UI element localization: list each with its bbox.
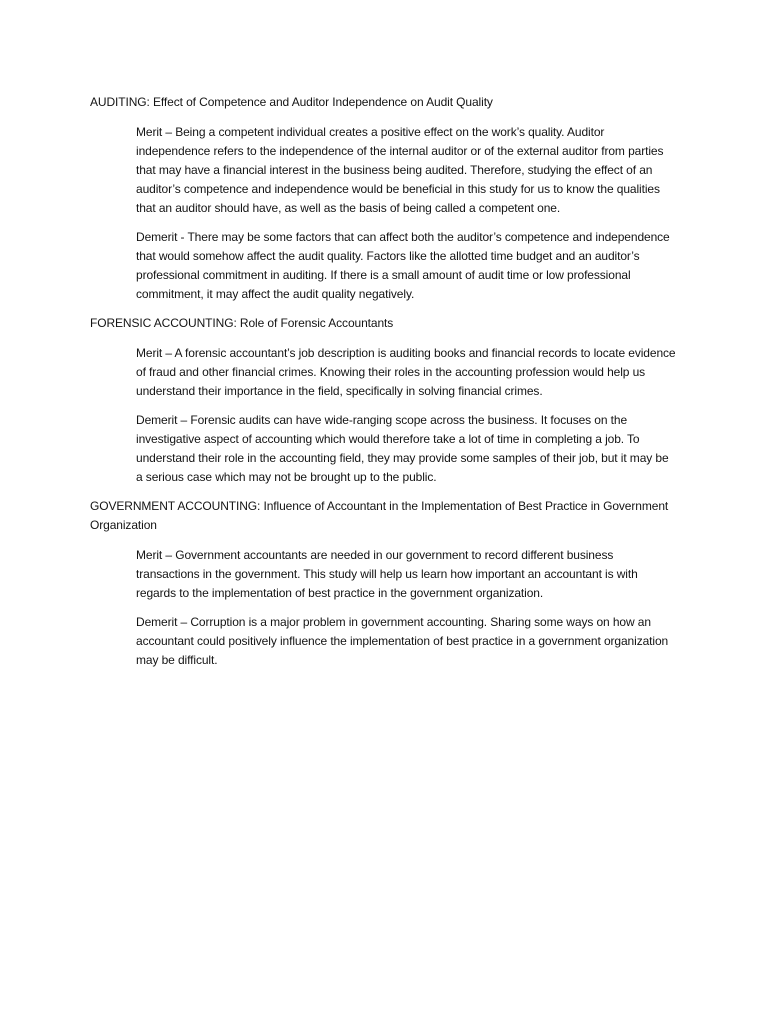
merit-paragraph: Merit – A forensic accountant’s job description is auditing books and financial records to locate evidence of fraud and other financial crimes. Knowing their roles in the accounting profession would help us understand their importance in the field, specifically in solving financial crimes. (136, 346, 676, 398)
demerit-paragraph: Demerit - There may be some factors that can affect both the auditor’s competence and independence that would somehow affect the audit quality. Factors like the allotted time budget and an auditor’s professional commitment in auditing. If there is a small amount of audit time or low professional commitment, it may affect the audit quality negatively. (136, 230, 670, 301)
section-government-accounting (90, 497, 690, 670)
demerit-paragraph: Demerit – Corruption is a major problem in government accounting. Sharing some ways on how an accountant could positively influence the implementation of best practice in a government organization may be difficult. (136, 615, 669, 667)
section-heading: GOVERNMENT ACCOUNTING: Influence of Accountant in the Implementation of Best Practice in Government Organization (90, 499, 669, 532)
section-heading: FORENSIC ACCOUNTING: Role of Forensic Accountants (90, 316, 394, 330)
merit-paragraph: Merit – Being a competent individual creates a positive effect on the work’s quality. Auditor independence refers to the independence of the internal auditor or of the external auditor from parties that may have a financial interest in the business being audited. Therefore, studying the effect of an auditor’s competence and independence would be beneficial in this study for us to know the qualities that an auditor should have, as well as the basis of being called a competent one. (136, 125, 664, 215)
section-heading: AUDITING: Effect of Competence and Auditor Independence on Audit Quality (90, 95, 493, 109)
document-content (90, 93, 690, 680)
section-auditing (90, 93, 690, 304)
merit-paragraph: Merit – Government accountants are needed in our government to record different business transactions in the government. This study will help us learn how important an accountant is with regards to the implementation of best practice in the government organization. (136, 548, 638, 600)
section-forensic-accounting (90, 314, 690, 487)
demerit-paragraph: Demerit – Forensic audits can have wide-ranging scope across the business. It focuses on the investigative aspect of accounting which would therefore take a lot of time in completing a job. To understand their role in the accounting field, they may provide some samples of their job, but it may be a serious case which may not be brought up to the public. (136, 413, 669, 484)
